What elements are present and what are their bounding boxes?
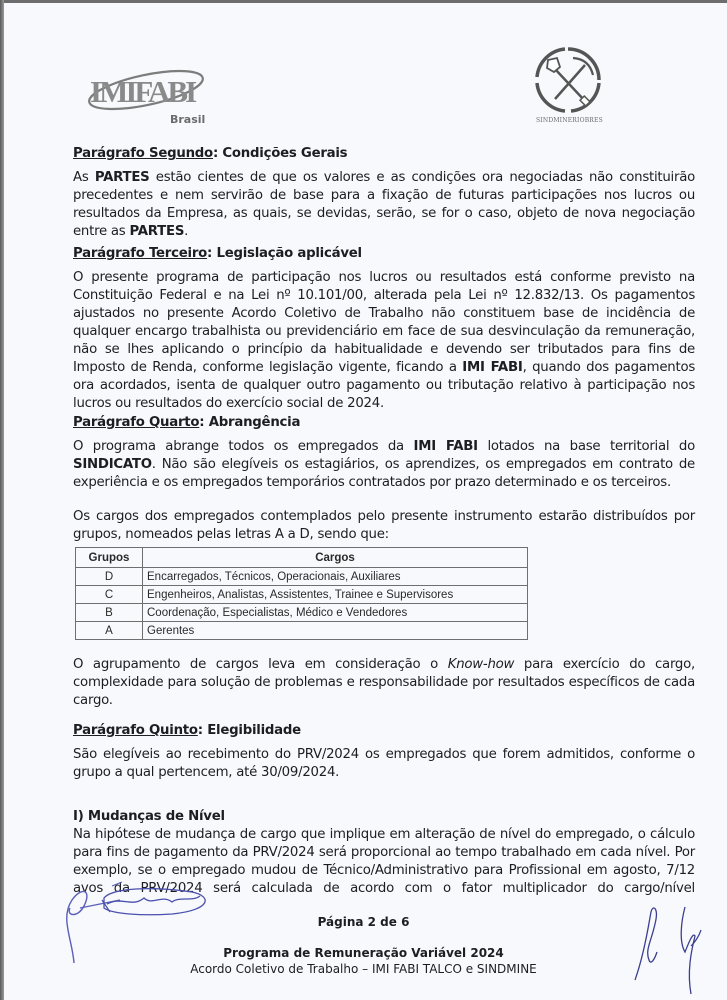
term-know-how: Know-how bbox=[447, 657, 515, 672]
cell-cargos: Coordenação, Especialistas, Médico e Vendedores bbox=[143, 604, 528, 622]
cell-grupo: C bbox=[76, 586, 143, 604]
imifabi-logo-mark bbox=[86, 62, 216, 118]
term-imi-fabi: IMI FABI bbox=[462, 360, 523, 375]
cell-grupo: A bbox=[76, 622, 143, 640]
paragraph: As PARTES estão cientes de que os valores e as condições ora negociadas não constituirão precedentes e nem servirão de base para a fixação de futuras participações nos lucros ou resultados da Empresa, as quais, se devidas, serão, se for o caso, objeto de nova negociação entre as PARTES. bbox=[73, 170, 695, 239]
cell-grupo: B bbox=[76, 604, 143, 622]
page-number: Página 2 de 6 bbox=[317, 915, 410, 929]
heading-label: Parágrafo Segundo bbox=[73, 146, 213, 161]
sindmine-logo-caption: SINDMINERIOBRES bbox=[536, 117, 603, 124]
footer-subtitle: Acordo Coletivo de Trabalho – IMI FABI TALCO e SINDMINE bbox=[190, 962, 537, 976]
heading-label: Parágrafo Quinto bbox=[73, 723, 198, 738]
svg-text:IMIFABI: IMIFABI bbox=[90, 74, 195, 109]
cell-cargos: Engenheiros, Analistas, Assistentes, Trainee e Supervisores bbox=[143, 586, 528, 604]
heading-title: : Legislação aplicável bbox=[207, 246, 362, 261]
paragraph: O programa abrange todos os empregados da IMI FABI lotados na base territorial do SINDICATO. Não são elegíveis os estagiários, os aprendizes, os empregados em contrato de experiência e os empregados temporários contratados por prazo determinado e os terceiros. bbox=[73, 439, 695, 490]
section-paragrafo-quarto bbox=[73, 414, 695, 544]
term-imi-fabi: IMI FABI bbox=[413, 439, 478, 454]
term-partes: PARTES bbox=[94, 170, 150, 185]
pickaxe-shovel-icon bbox=[533, 45, 603, 115]
paragraph: São elegíveis ao recebimento do PRV/2024 os empregados que forem admitidos, conforme o grupo a qual pertencem, até 30/09/2024. bbox=[73, 747, 695, 780]
column-header-grupos: Grupos bbox=[76, 548, 143, 568]
table-row bbox=[76, 586, 528, 604]
column-header-cargos: Cargos bbox=[143, 548, 528, 568]
section-paragrafo-quinto bbox=[73, 722, 695, 782]
table-header-row bbox=[76, 548, 528, 568]
scan-edge-top bbox=[0, 0, 727, 3]
heading-title: : Abrangência bbox=[199, 415, 301, 430]
paragraph: Na hipótese de mudança de cargo que implique em alteração de nível do empregado, o cálculo para fins de pagamento da PRV/2024 será proporcional ao tempo trabalhado em cada nível. Por exemplo, se o empregado mudou de Técnico/Administrativo para Profissional em agosto, 7/12 avos da PRV/2024 será calculada de acordo com o fator multiplicador do cargo/nível bbox=[73, 827, 695, 896]
term-sindicato: SINDICATO bbox=[73, 457, 152, 472]
heading-title: : Condições Gerais bbox=[212, 146, 348, 161]
paragraph: O presente programa de participação nos lucros ou resultados está conforme previsto na Constituição Federal e na Lei nº 10.101/00, alterada pela Lei nº 12.832/13. Os pagamentos ajustados no presente Acordo Coletivo de Trabalho não constituem base de incidência de qualquer encargo trabalhista ou previdenciário em face de sua desvinculação da remuneração, não se lhes aplicando o princípio da habitualidade e devendo ser tributados para fins de Imposto de Renda, conforme legislação vigente, ficando a IMI FABI, quando dos pagamentos ora acordados, isenta de qualquer outro pagamento ou tributação relativo à participação nos lucros ou resultados do exercício social de 2024. bbox=[73, 270, 696, 411]
imifabi-logo-brasil: Brasil bbox=[170, 113, 206, 126]
paragraph: O agrupamento de cargos leva em consideração o Know-how para exercício do cargo, complexidade para solução de problemas e responsabilidade por resultados específicos de cada cargo. bbox=[73, 657, 695, 708]
section-heading: I) Mudanças de Nível bbox=[73, 809, 225, 824]
table-row bbox=[76, 622, 528, 640]
heading-label: Parágrafo Terceiro bbox=[73, 246, 208, 261]
section-heading bbox=[73, 722, 695, 740]
section-heading bbox=[73, 145, 695, 163]
heading-title: : Elegibilidade bbox=[197, 723, 301, 738]
footer-title: Programa de Remuneração Variável 2024 bbox=[223, 946, 504, 960]
table-row bbox=[76, 568, 528, 586]
term-partes: PARTES bbox=[129, 224, 185, 239]
paragraph: Os cargos dos empregados contemplados pelo presente instrumento estarão distribuídos por grupos, nomeados pelas letras A a D, sendo que: bbox=[73, 509, 695, 542]
heading-label: Parágrafo Quarto bbox=[73, 415, 200, 430]
section-heading bbox=[73, 245, 695, 263]
section-heading bbox=[73, 414, 695, 432]
sindmine-logo bbox=[533, 45, 603, 115]
cell-cargos: Encarregados, Técnicos, Operacionais, Auxiliares bbox=[143, 568, 528, 586]
section-paragrafo-segundo bbox=[73, 145, 695, 241]
grupos-cargos-table bbox=[75, 547, 528, 640]
table-row bbox=[76, 604, 528, 622]
scan-edge-left bbox=[0, 0, 4, 1000]
section-paragrafo-terceiro bbox=[73, 245, 695, 413]
cell-grupo: D bbox=[76, 568, 143, 586]
section-agrupamento bbox=[73, 656, 695, 710]
cell-cargos: Gerentes bbox=[143, 622, 528, 640]
